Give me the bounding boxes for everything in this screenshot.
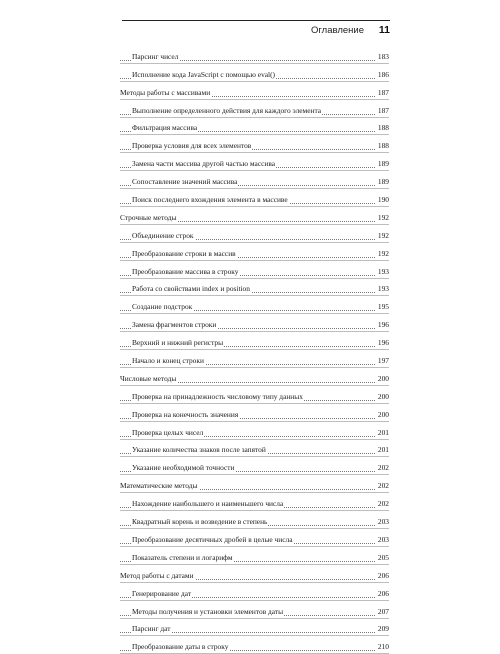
toc-entry-title: Начало и конец строки [132, 356, 204, 366]
toc-entry-page: 188 [377, 123, 389, 133]
toc-entry-title: Сопоставление значений массива [132, 177, 238, 187]
toc-entry-page: 206 [377, 588, 389, 598]
toc-entry-page: 202 [377, 499, 389, 509]
toc-subsection-row [120, 636, 389, 654]
toc-entry-title: Указание количества знаков после запятой [132, 445, 266, 455]
toc-subsection-row [120, 493, 389, 511]
toc-entry-page: 189 [377, 159, 389, 169]
toc-subsection-row [120, 619, 389, 637]
toc-entry-page: 210 [377, 642, 389, 652]
toc-subsection-row [120, 135, 389, 153]
toc-entry-title: Фильтрация массива [132, 123, 198, 133]
toc-entry-title: Работа со свойствами index и position [132, 284, 250, 294]
toc-entry-page: 201 [377, 427, 389, 437]
toc-entry-page: 203 [377, 517, 389, 527]
toc-entry-title: Указание необходимой точности [132, 463, 235, 473]
toc-subsection-row [120, 118, 389, 136]
toc-entry-page: 190 [377, 195, 389, 205]
toc-entry-page: 193 [377, 284, 389, 294]
toc-section-row [120, 368, 389, 386]
toc-entry-title: Квадратный корень и возведение в степень [132, 517, 268, 527]
toc-entry-page: 196 [377, 338, 389, 348]
toc-entry-page: 192 [377, 230, 389, 240]
toc-entry-page: 195 [377, 302, 389, 312]
toc-entry-page: 206 [377, 570, 389, 580]
running-header-title: Оглавление [311, 25, 364, 36]
toc-subsection-row [120, 225, 389, 243]
toc-entry-title: Преобразование даты в строку [132, 642, 229, 652]
toc-entry-page: 207 [377, 606, 389, 616]
toc-subsection-row [120, 243, 389, 261]
toc-subsection-row [120, 547, 389, 565]
toc-entry-title: Генерирование дат [132, 588, 192, 598]
table-of-contents [120, 46, 389, 654]
toc-entry-page: 197 [377, 356, 389, 366]
toc-entry-page: 183 [377, 51, 389, 61]
toc-subsection-row [120, 601, 389, 619]
toc-entry-page: 186 [377, 69, 389, 79]
toc-subsection-row [120, 153, 389, 171]
toc-entry-title: Проверка целых чисел [132, 427, 204, 437]
toc-entry-title: Математические методы [120, 481, 198, 491]
toc-entry-title: Исполнение кода JavaScript с помощью eval() [132, 69, 276, 79]
toc-entry-title: Проверка на принадлежность числовому типу данных [132, 391, 303, 401]
toc-subsection-row [120, 171, 389, 189]
toc-subsection-row [120, 440, 389, 458]
toc-section-row [120, 565, 389, 583]
toc-entry-title: Методы получения и установки элементов даты [132, 606, 284, 616]
toc-subsection-row [120, 583, 389, 601]
toc-entry-title: Проверка условия для всех элементов [132, 141, 252, 151]
toc-subsection-row [120, 422, 389, 440]
toc-section-row [120, 82, 389, 100]
toc-entry-title: Парсинг чисел [132, 51, 179, 61]
toc-entry-title: Проверка на конечность значения [132, 409, 239, 419]
toc-entry-page: 200 [377, 391, 389, 401]
toc-subsection-row [120, 189, 389, 207]
toc-entry-page: 192 [377, 212, 389, 222]
toc-entry-page: 188 [377, 141, 389, 151]
toc-entry-title: Числовые методы [120, 373, 177, 383]
toc-entry-page: 187 [377, 87, 389, 97]
toc-entry-page: 209 [377, 624, 389, 634]
toc-entry-page: 205 [377, 552, 389, 562]
toc-entry-page: 200 [377, 373, 389, 383]
toc-subsection-row [120, 261, 389, 279]
toc-section-row [120, 475, 389, 493]
toc-entry-title: Строчные методы [120, 212, 177, 222]
toc-subsection-row [120, 314, 389, 332]
page-number: 11 [378, 24, 390, 36]
toc-entry-title: Поиск последнего вхождения элемента в массиве [132, 195, 288, 205]
toc-subsection-row [120, 386, 389, 404]
toc-entry-page: 203 [377, 534, 389, 544]
toc-section-row [120, 207, 389, 225]
toc-entry-title: Объединение строк [132, 230, 194, 240]
toc-entry-title: Выполнение определенного действия для каждого элемента [132, 105, 322, 115]
toc-subsection-row [120, 511, 389, 529]
toc-subsection-row [120, 457, 389, 475]
toc-subsection-row [120, 296, 389, 314]
toc-entry-page: 202 [377, 481, 389, 491]
toc-entry-page: 201 [377, 445, 389, 455]
toc-subsection-row [120, 332, 389, 350]
toc-entry-title: Верхний и нижний регистры [132, 338, 224, 348]
toc-entry-page: 196 [377, 320, 389, 330]
toc-entry-title: Методы работы с массивами [120, 87, 211, 97]
toc-entry-title: Метод работы с датами [120, 570, 194, 580]
toc-entry-title: Преобразование строки в массив [132, 248, 236, 258]
toc-entry-title: Нахождение наибольшего и наименьшего числа [132, 499, 284, 509]
toc-entry-page: 187 [377, 105, 389, 115]
toc-entry-title: Показатель степени и логарифм [132, 552, 233, 562]
toc-entry-page: 189 [377, 177, 389, 187]
toc-entry-title: Преобразование десятичных дробей в целые числа [132, 534, 293, 544]
toc-entry-page: 193 [377, 266, 389, 276]
toc-entry-page: 200 [377, 409, 389, 419]
toc-subsection-row [120, 404, 389, 422]
toc-entry-title: Парсинг дат [132, 624, 171, 634]
toc-entry-title: Замена фрагментов строки [132, 320, 217, 330]
running-header [122, 20, 390, 37]
toc-entry-page: 192 [377, 248, 389, 258]
toc-subsection-row [120, 279, 389, 297]
toc-subsection-row [120, 529, 389, 547]
toc-subsection-row [120, 100, 389, 118]
toc-entry-page: 202 [377, 463, 389, 473]
toc-entry-title: Создание подстрок [132, 302, 193, 312]
toc-entry-title: Замена части массива другой частью массива [132, 159, 276, 169]
toc-subsection-row [120, 350, 389, 368]
toc-subsection-row [120, 46, 389, 64]
toc-subsection-row [120, 64, 389, 82]
toc-entry-title: Преобразование массива в строку [132, 266, 239, 276]
